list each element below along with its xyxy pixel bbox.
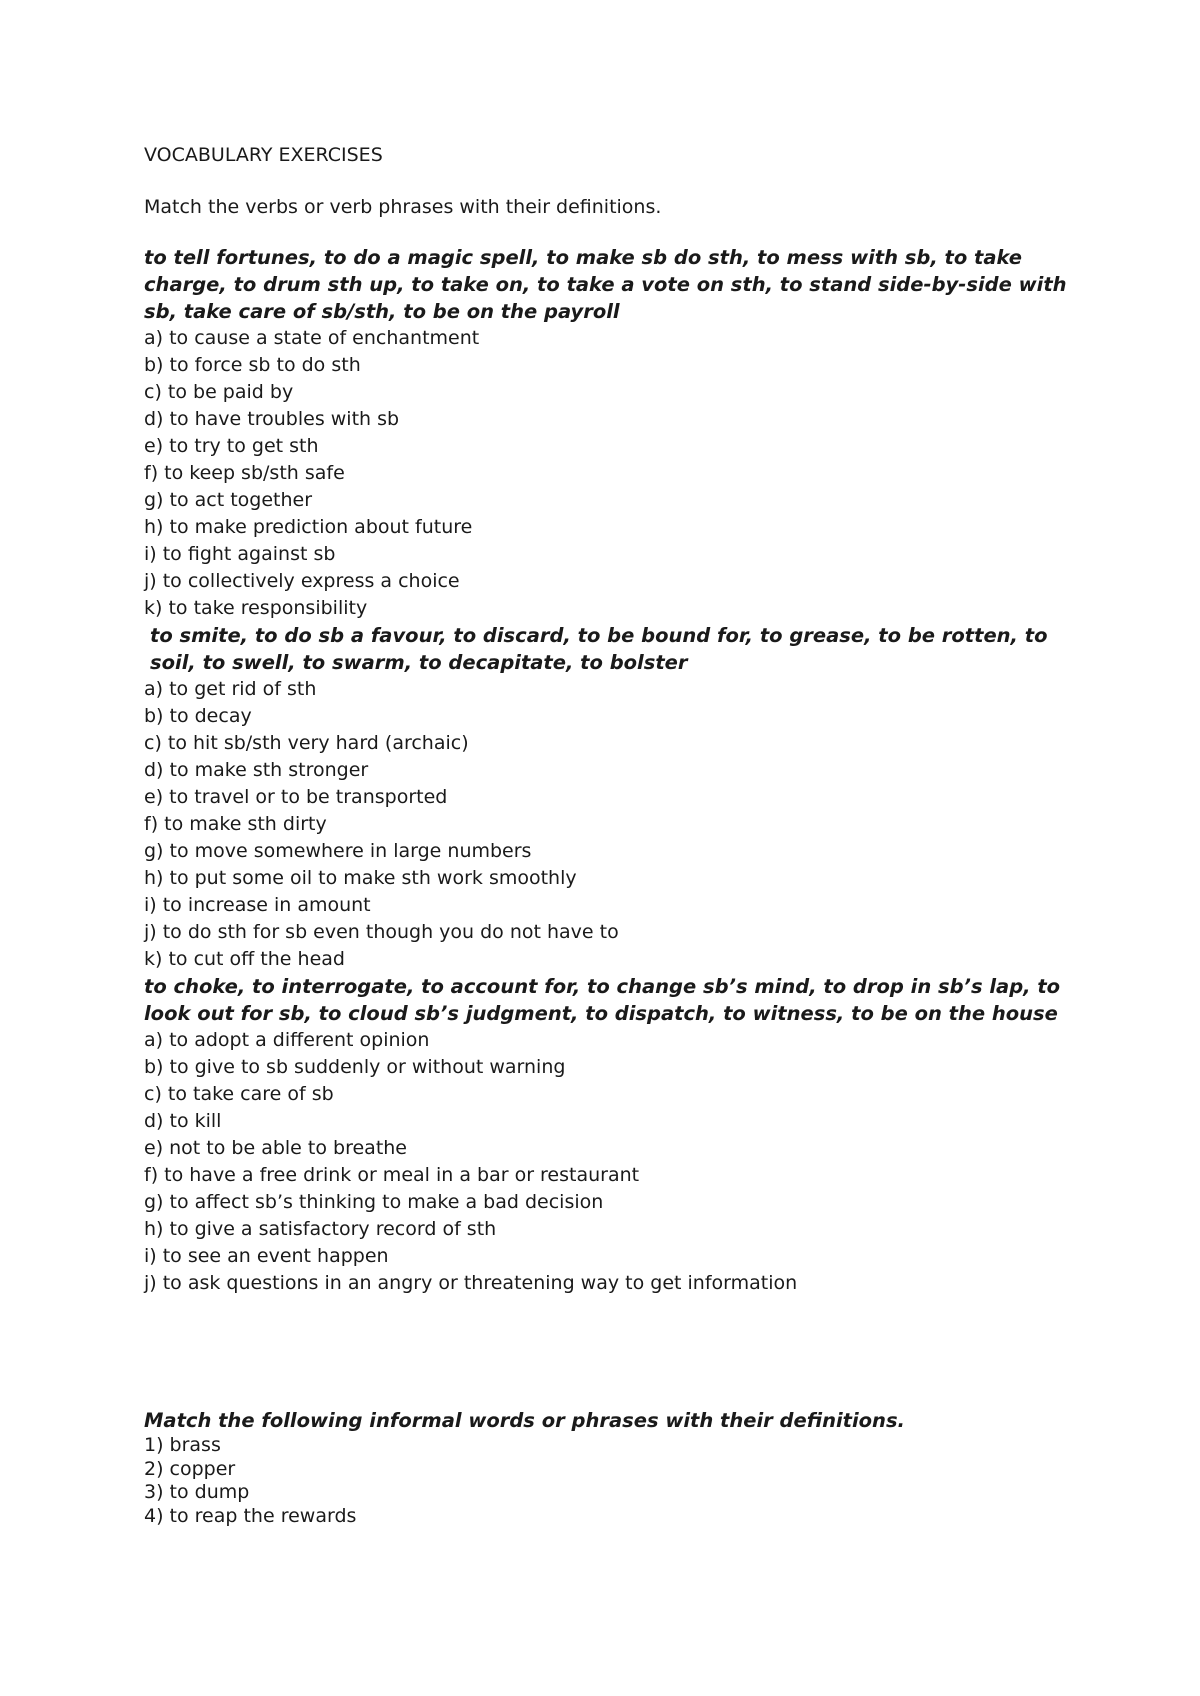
definition-item: g) to move somewhere in large numbers [144, 840, 532, 862]
definition-item: j) to ask questions in an angry or threatening way to get information [144, 1272, 798, 1294]
definition-item: b) to give to sb suddenly or without warning [144, 1056, 566, 1078]
list-item: 4) to reap the rewards [144, 1504, 357, 1527]
instruction-text: Match the verbs or verb phrases with their definitions. [144, 196, 662, 218]
document-title: VOCABULARY EXERCISES [144, 144, 383, 166]
definition-item: f) to keep sb/sth safe [144, 462, 345, 484]
definition-item: h) to give a satisfactory record of sth [144, 1218, 497, 1240]
definition-item: h) to make prediction about future [144, 516, 473, 538]
definition-item: i) to see an event happen [144, 1245, 389, 1267]
exercise-3-word-list: to choke, to interrogate, to account for, to change sb’s mind, to drop in sb’s lap, to look out for sb, to cloud sb’s judgment, to dispatch, to witness, to be on the house [144, 975, 1061, 1025]
definition-item: d) to have troubles with sb [144, 408, 400, 430]
list-item: 3) to dump [144, 1481, 250, 1503]
exercise-1-word-list: to tell fortunes, to do a magic spell, to make sb do sth, to mess with sb, to take charge, to drum sth up, to take on, to take a vote on sth, to stand side-by-side with sb, take care of sb/sth, to be on the payroll [144, 246, 1067, 323]
vertical-spacer [144, 1297, 1074, 1407]
definition-item: c) to hit sb/sth very hard (archaic) [144, 732, 469, 754]
definition-item: j) to do sth for sb even though you do not have to [144, 921, 619, 943]
definition-item: e) not to be able to breathe [144, 1137, 407, 1159]
definition-item: k) to cut off the head [144, 948, 345, 970]
definition-item: e) to travel or to be transported [144, 786, 448, 808]
definition-item: d) to make sth stronger [144, 759, 369, 781]
definition-item: g) to act together [144, 489, 313, 511]
exercise-2-word-list: to smite, to do sb a favour, to discard, to be bound for, to grease, to be rotten, to soil, to swell, to swarm, to decapitate, to bolster [150, 624, 1048, 674]
document-content [144, 142, 1074, 1528]
definition-item: a) to get rid of sth [144, 678, 317, 700]
definition-item: e) to try to get sth [144, 435, 319, 457]
definition-item: k) to take responsibility [144, 597, 368, 619]
definition-item: g) to affect sb’s thinking to make a bad decision [144, 1191, 604, 1213]
definition-item: a) to cause a state of enchantment [144, 327, 480, 349]
definition-item: j) to collectively express a choice [144, 570, 460, 592]
definition-item: f) to make sth dirty [144, 813, 327, 835]
definition-item: i) to fight against sb [144, 543, 336, 565]
exercise-4-instruction: Match the following informal words or phrases with their definitions. [144, 1409, 905, 1432]
definition-item: f) to have a free drink or meal in a bar or restaurant [144, 1164, 640, 1186]
exercise-2-definitions [144, 676, 1074, 973]
list-item: 2) copper [144, 1457, 236, 1480]
definition-item: h) to put some oil to make sth work smoothly [144, 867, 577, 889]
definition-item: b) to force sb to do sth [144, 354, 361, 376]
definition-item: b) to decay [144, 705, 252, 727]
list-item: 1) brass [144, 1434, 221, 1456]
definition-item: a) to adopt a different opinion [144, 1029, 430, 1051]
exercise-1-definitions [144, 325, 1074, 622]
definition-item: c) to take care of sb [144, 1083, 334, 1105]
definition-item: d) to kill [144, 1110, 222, 1132]
definition-item: i) to increase in amount [144, 894, 371, 916]
exercise-3-definitions [144, 1027, 1074, 1297]
exercise-4-items [144, 1434, 1074, 1528]
definition-item: c) to be paid by [144, 381, 294, 403]
